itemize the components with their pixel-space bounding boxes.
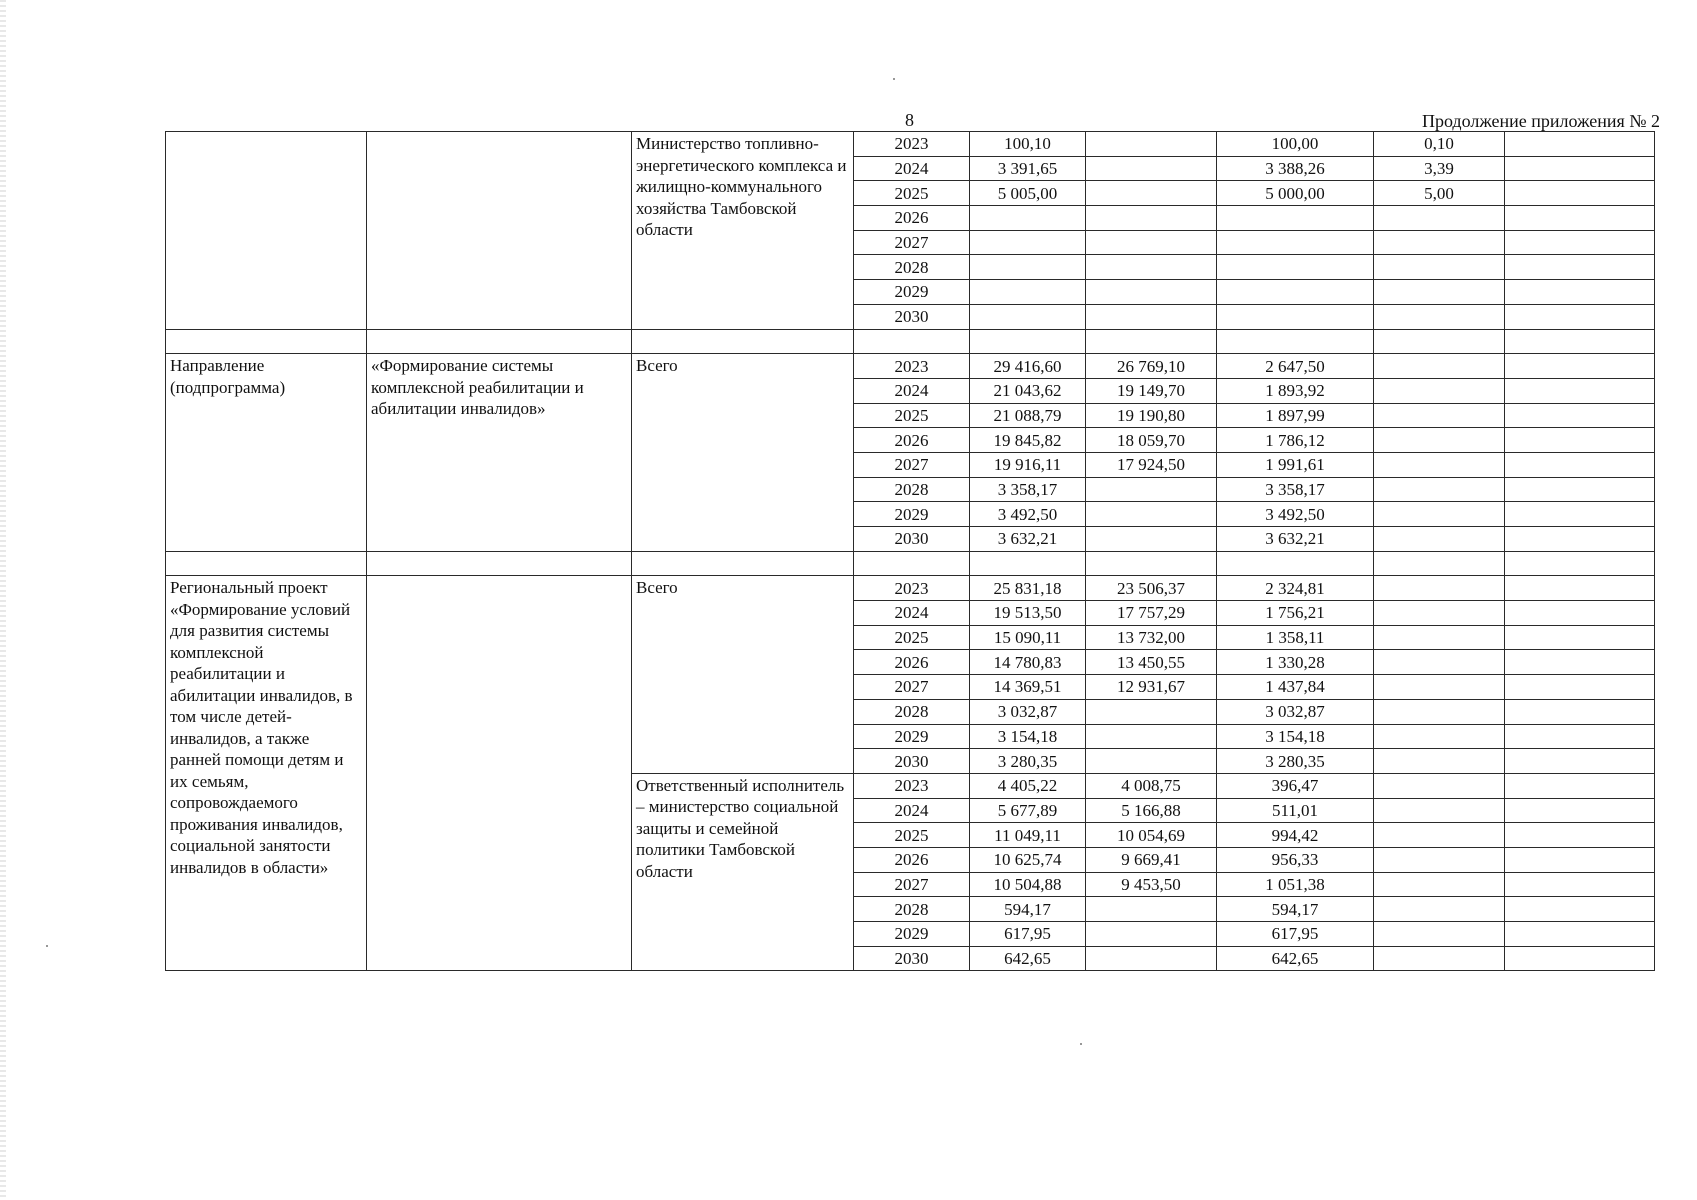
total-cell: 3 358,17 bbox=[970, 477, 1086, 502]
regional-budget-cell: 3 154,18 bbox=[1217, 724, 1374, 749]
local-budget-cell: 0,10 bbox=[1374, 132, 1505, 157]
year-cell: 2026 bbox=[854, 206, 970, 231]
total-cell bbox=[970, 304, 1086, 329]
local-budget-cell: 3,39 bbox=[1374, 156, 1505, 181]
other-sources-cell bbox=[1505, 452, 1655, 477]
total-cell: 14 780,83 bbox=[970, 650, 1086, 675]
year-cell: 2029 bbox=[854, 280, 970, 305]
regional-budget-cell: 3 632,21 bbox=[1217, 527, 1374, 552]
total-cell: 19 513,50 bbox=[970, 601, 1086, 626]
regional-budget-cell: 1 051,38 bbox=[1217, 872, 1374, 897]
federal-budget-cell bbox=[1086, 206, 1217, 231]
federal-budget-cell bbox=[1086, 181, 1217, 206]
local-budget-cell bbox=[1374, 502, 1505, 527]
regional-budget-cell: 617,95 bbox=[1217, 922, 1374, 947]
total-cell: 21 043,62 bbox=[970, 378, 1086, 403]
regional-budget-cell: 3 032,87 bbox=[1217, 699, 1374, 724]
local-budget-cell bbox=[1374, 798, 1505, 823]
local-budget-cell: 5,00 bbox=[1374, 181, 1505, 206]
regional-budget-cell: 1 893,92 bbox=[1217, 378, 1374, 403]
year-cell: 2023 bbox=[854, 354, 970, 379]
total-cell: 10 625,74 bbox=[970, 847, 1086, 872]
year-cell: 2025 bbox=[854, 625, 970, 650]
budget-table bbox=[165, 131, 1655, 971]
local-budget-cell bbox=[1374, 304, 1505, 329]
other-sources-cell bbox=[1505, 280, 1655, 305]
federal-budget-cell bbox=[1086, 922, 1217, 947]
local-budget-cell bbox=[1374, 773, 1505, 798]
regional-budget-cell: 642,65 bbox=[1217, 946, 1374, 971]
scan-speck bbox=[46, 945, 48, 947]
total-cell: 5 005,00 bbox=[970, 181, 1086, 206]
other-sources-cell bbox=[1505, 823, 1655, 848]
scan-speck bbox=[1080, 1043, 1082, 1045]
total-cell bbox=[970, 255, 1086, 280]
year-cell: 2023 bbox=[854, 132, 970, 157]
year-cell: 2025 bbox=[854, 403, 970, 428]
total-cell: 19 845,82 bbox=[970, 428, 1086, 453]
other-sources-cell bbox=[1505, 181, 1655, 206]
local-budget-cell bbox=[1374, 280, 1505, 305]
total-cell: 11 049,11 bbox=[970, 823, 1086, 848]
other-sources-cell bbox=[1505, 650, 1655, 675]
regional-budget-cell: 2 647,50 bbox=[1217, 354, 1374, 379]
total-cell: 594,17 bbox=[970, 897, 1086, 922]
other-sources-cell bbox=[1505, 897, 1655, 922]
year-cell: 2029 bbox=[854, 724, 970, 749]
federal-budget-cell bbox=[1086, 749, 1217, 774]
total-cell bbox=[970, 280, 1086, 305]
scan-edge-artifact bbox=[0, 0, 6, 1200]
federal-budget-cell bbox=[1086, 255, 1217, 280]
section-gap bbox=[166, 329, 1655, 354]
regional-budget-cell: 511,01 bbox=[1217, 798, 1374, 823]
regional-budget-cell: 956,33 bbox=[1217, 847, 1374, 872]
year-cell: 2023 bbox=[854, 773, 970, 798]
federal-budget-cell bbox=[1086, 946, 1217, 971]
other-sources-cell bbox=[1505, 304, 1655, 329]
federal-budget-cell bbox=[1086, 132, 1217, 157]
total-cell: 3 391,65 bbox=[970, 156, 1086, 181]
federal-budget-cell: 23 506,37 bbox=[1086, 576, 1217, 601]
year-cell: 2027 bbox=[854, 230, 970, 255]
federal-budget-cell: 10 054,69 bbox=[1086, 823, 1217, 848]
local-budget-cell bbox=[1374, 601, 1505, 626]
year-cell: 2027 bbox=[854, 872, 970, 897]
other-sources-cell bbox=[1505, 601, 1655, 626]
year-cell: 2024 bbox=[854, 378, 970, 403]
other-sources-cell bbox=[1505, 749, 1655, 774]
other-sources-cell bbox=[1505, 403, 1655, 428]
federal-budget-cell bbox=[1086, 502, 1217, 527]
year-cell: 2026 bbox=[854, 650, 970, 675]
year-cell: 2028 bbox=[854, 699, 970, 724]
other-sources-cell bbox=[1505, 255, 1655, 280]
page-number: 8 bbox=[905, 110, 914, 130]
regional-budget-cell: 1 756,21 bbox=[1217, 601, 1374, 626]
federal-budget-cell: 12 931,67 bbox=[1086, 675, 1217, 700]
other-sources-cell bbox=[1505, 847, 1655, 872]
other-sources-cell bbox=[1505, 798, 1655, 823]
regional-budget-cell: 1 330,28 bbox=[1217, 650, 1374, 675]
total-cell: 14 369,51 bbox=[970, 675, 1086, 700]
federal-budget-cell: 17 757,29 bbox=[1086, 601, 1217, 626]
regional-budget-cell bbox=[1217, 206, 1374, 231]
regional-budget-cell: 396,47 bbox=[1217, 773, 1374, 798]
other-sources-cell bbox=[1505, 132, 1655, 157]
year-cell: 2027 bbox=[854, 452, 970, 477]
total-cell: 3 280,35 bbox=[970, 749, 1086, 774]
other-sources-cell bbox=[1505, 675, 1655, 700]
federal-budget-cell bbox=[1086, 699, 1217, 724]
year-cell: 2030 bbox=[854, 527, 970, 552]
total-cell bbox=[970, 206, 1086, 231]
other-sources-cell bbox=[1505, 527, 1655, 552]
table-row bbox=[166, 354, 1655, 379]
year-cell: 2029 bbox=[854, 922, 970, 947]
regional-budget-cell: 1 991,61 bbox=[1217, 452, 1374, 477]
executor-cell: Ответственный исполнитель – министерство социальной защиты и семейной политики Тамбовской области bbox=[632, 773, 854, 971]
other-sources-cell bbox=[1505, 773, 1655, 798]
local-budget-cell bbox=[1374, 255, 1505, 280]
total-cell: 5 677,89 bbox=[970, 798, 1086, 823]
local-budget-cell bbox=[1374, 230, 1505, 255]
regional-budget-cell: 1 358,11 bbox=[1217, 625, 1374, 650]
local-budget-cell bbox=[1374, 527, 1505, 552]
other-sources-cell bbox=[1505, 724, 1655, 749]
total-cell: 19 916,11 bbox=[970, 452, 1086, 477]
local-budget-cell bbox=[1374, 378, 1505, 403]
federal-budget-cell: 13 450,55 bbox=[1086, 650, 1217, 675]
local-budget-cell bbox=[1374, 428, 1505, 453]
federal-budget-cell bbox=[1086, 527, 1217, 552]
local-budget-cell bbox=[1374, 922, 1505, 947]
regional-budget-cell bbox=[1217, 280, 1374, 305]
other-sources-cell bbox=[1505, 625, 1655, 650]
local-budget-cell bbox=[1374, 675, 1505, 700]
other-sources-cell bbox=[1505, 354, 1655, 379]
regional-budget-cell: 3 492,50 bbox=[1217, 502, 1374, 527]
regional-budget-cell: 1 786,12 bbox=[1217, 428, 1374, 453]
federal-budget-cell bbox=[1086, 724, 1217, 749]
year-cell: 2024 bbox=[854, 798, 970, 823]
year-cell: 2026 bbox=[854, 428, 970, 453]
year-cell: 2030 bbox=[854, 946, 970, 971]
other-sources-cell bbox=[1505, 872, 1655, 897]
year-cell: 2027 bbox=[854, 675, 970, 700]
regional-budget-cell: 594,17 bbox=[1217, 897, 1374, 922]
program-title-cell bbox=[367, 576, 632, 971]
year-cell: 2026 bbox=[854, 847, 970, 872]
program-element-cell: Направление (подпрограмма) bbox=[166, 354, 367, 552]
local-budget-cell bbox=[1374, 872, 1505, 897]
federal-budget-cell: 19 149,70 bbox=[1086, 378, 1217, 403]
regional-budget-cell: 5 000,00 bbox=[1217, 181, 1374, 206]
local-budget-cell bbox=[1374, 946, 1505, 971]
executor-cell: Министерство топливно-энергетического комплекса и жилищно-коммунального хозяйства Тамбовской области bbox=[632, 132, 854, 330]
local-budget-cell bbox=[1374, 354, 1505, 379]
table-row bbox=[166, 132, 1655, 157]
year-cell: 2025 bbox=[854, 823, 970, 848]
federal-budget-cell bbox=[1086, 156, 1217, 181]
federal-budget-cell bbox=[1086, 477, 1217, 502]
federal-budget-cell: 13 732,00 bbox=[1086, 625, 1217, 650]
regional-budget-cell: 3 388,26 bbox=[1217, 156, 1374, 181]
federal-budget-cell: 17 924,50 bbox=[1086, 452, 1217, 477]
local-budget-cell bbox=[1374, 749, 1505, 774]
other-sources-cell bbox=[1505, 576, 1655, 601]
other-sources-cell bbox=[1505, 156, 1655, 181]
total-cell: 3 032,87 bbox=[970, 699, 1086, 724]
regional-budget-cell: 994,42 bbox=[1217, 823, 1374, 848]
federal-budget-cell: 4 008,75 bbox=[1086, 773, 1217, 798]
program-element-cell: Региональный проект «Формирование условий для развития системы комплексной реабилитации и абилитации инвалидов, в том числе детей-инвалидов, а также ранней помощи детям и их семьям, сопровождаемого проживания инвалидов, социальной занятости инвалидов в области» bbox=[166, 576, 367, 971]
local-budget-cell bbox=[1374, 823, 1505, 848]
regional-budget-cell: 1 437,84 bbox=[1217, 675, 1374, 700]
program-title-cell: «Формирование системы комплексной реабилитации и абилитации инвалидов» bbox=[367, 354, 632, 552]
local-budget-cell bbox=[1374, 699, 1505, 724]
continuation-label: Продолжение приложения № 2 bbox=[1421, 111, 1660, 131]
scan-speck bbox=[893, 78, 895, 80]
year-cell: 2029 bbox=[854, 502, 970, 527]
executor-cell: Всего bbox=[632, 354, 854, 552]
total-cell: 29 416,60 bbox=[970, 354, 1086, 379]
year-cell: 2028 bbox=[854, 477, 970, 502]
regional-budget-cell bbox=[1217, 304, 1374, 329]
local-budget-cell bbox=[1374, 625, 1505, 650]
total-cell: 4 405,22 bbox=[970, 773, 1086, 798]
federal-budget-cell: 9 669,41 bbox=[1086, 847, 1217, 872]
regional-budget-cell: 3 280,35 bbox=[1217, 749, 1374, 774]
regional-budget-cell bbox=[1217, 230, 1374, 255]
local-budget-cell bbox=[1374, 897, 1505, 922]
section-gap bbox=[166, 551, 1655, 576]
total-cell: 10 504,88 bbox=[970, 872, 1086, 897]
regional-budget-cell bbox=[1217, 255, 1374, 280]
year-cell: 2030 bbox=[854, 749, 970, 774]
local-budget-cell bbox=[1374, 576, 1505, 601]
program-element-cell bbox=[166, 132, 367, 330]
year-cell: 2024 bbox=[854, 601, 970, 626]
local-budget-cell bbox=[1374, 724, 1505, 749]
program-title-cell bbox=[367, 132, 632, 330]
federal-budget-cell: 5 166,88 bbox=[1086, 798, 1217, 823]
total-cell bbox=[970, 230, 1086, 255]
local-budget-cell bbox=[1374, 650, 1505, 675]
regional-budget-cell: 1 897,99 bbox=[1217, 403, 1374, 428]
regional-budget-cell: 2 324,81 bbox=[1217, 576, 1374, 601]
federal-budget-cell: 26 769,10 bbox=[1086, 354, 1217, 379]
other-sources-cell bbox=[1505, 477, 1655, 502]
total-cell: 100,10 bbox=[970, 132, 1086, 157]
federal-budget-cell bbox=[1086, 304, 1217, 329]
year-cell: 2028 bbox=[854, 255, 970, 280]
local-budget-cell bbox=[1374, 403, 1505, 428]
year-cell: 2028 bbox=[854, 897, 970, 922]
total-cell: 25 831,18 bbox=[970, 576, 1086, 601]
total-cell: 21 088,79 bbox=[970, 403, 1086, 428]
year-cell: 2023 bbox=[854, 576, 970, 601]
total-cell: 642,65 bbox=[970, 946, 1086, 971]
federal-budget-cell bbox=[1086, 897, 1217, 922]
year-cell: 2030 bbox=[854, 304, 970, 329]
other-sources-cell bbox=[1505, 206, 1655, 231]
federal-budget-cell bbox=[1086, 280, 1217, 305]
table-row bbox=[166, 576, 1655, 601]
regional-budget-cell: 3 358,17 bbox=[1217, 477, 1374, 502]
federal-budget-cell: 18 059,70 bbox=[1086, 428, 1217, 453]
local-budget-cell bbox=[1374, 452, 1505, 477]
federal-budget-cell: 19 190,80 bbox=[1086, 403, 1217, 428]
local-budget-cell bbox=[1374, 847, 1505, 872]
other-sources-cell bbox=[1505, 230, 1655, 255]
year-cell: 2024 bbox=[854, 156, 970, 181]
year-cell: 2025 bbox=[854, 181, 970, 206]
other-sources-cell bbox=[1505, 699, 1655, 724]
local-budget-cell bbox=[1374, 206, 1505, 231]
total-cell: 617,95 bbox=[970, 922, 1086, 947]
other-sources-cell bbox=[1505, 946, 1655, 971]
regional-budget-cell: 100,00 bbox=[1217, 132, 1374, 157]
federal-budget-cell bbox=[1086, 230, 1217, 255]
federal-budget-cell: 9 453,50 bbox=[1086, 872, 1217, 897]
local-budget-cell bbox=[1374, 477, 1505, 502]
other-sources-cell bbox=[1505, 922, 1655, 947]
other-sources-cell bbox=[1505, 502, 1655, 527]
total-cell: 3 154,18 bbox=[970, 724, 1086, 749]
other-sources-cell bbox=[1505, 428, 1655, 453]
total-cell: 15 090,11 bbox=[970, 625, 1086, 650]
total-cell: 3 492,50 bbox=[970, 502, 1086, 527]
other-sources-cell bbox=[1505, 378, 1655, 403]
total-cell: 3 632,21 bbox=[970, 527, 1086, 552]
executor-cell: Всего bbox=[632, 576, 854, 774]
